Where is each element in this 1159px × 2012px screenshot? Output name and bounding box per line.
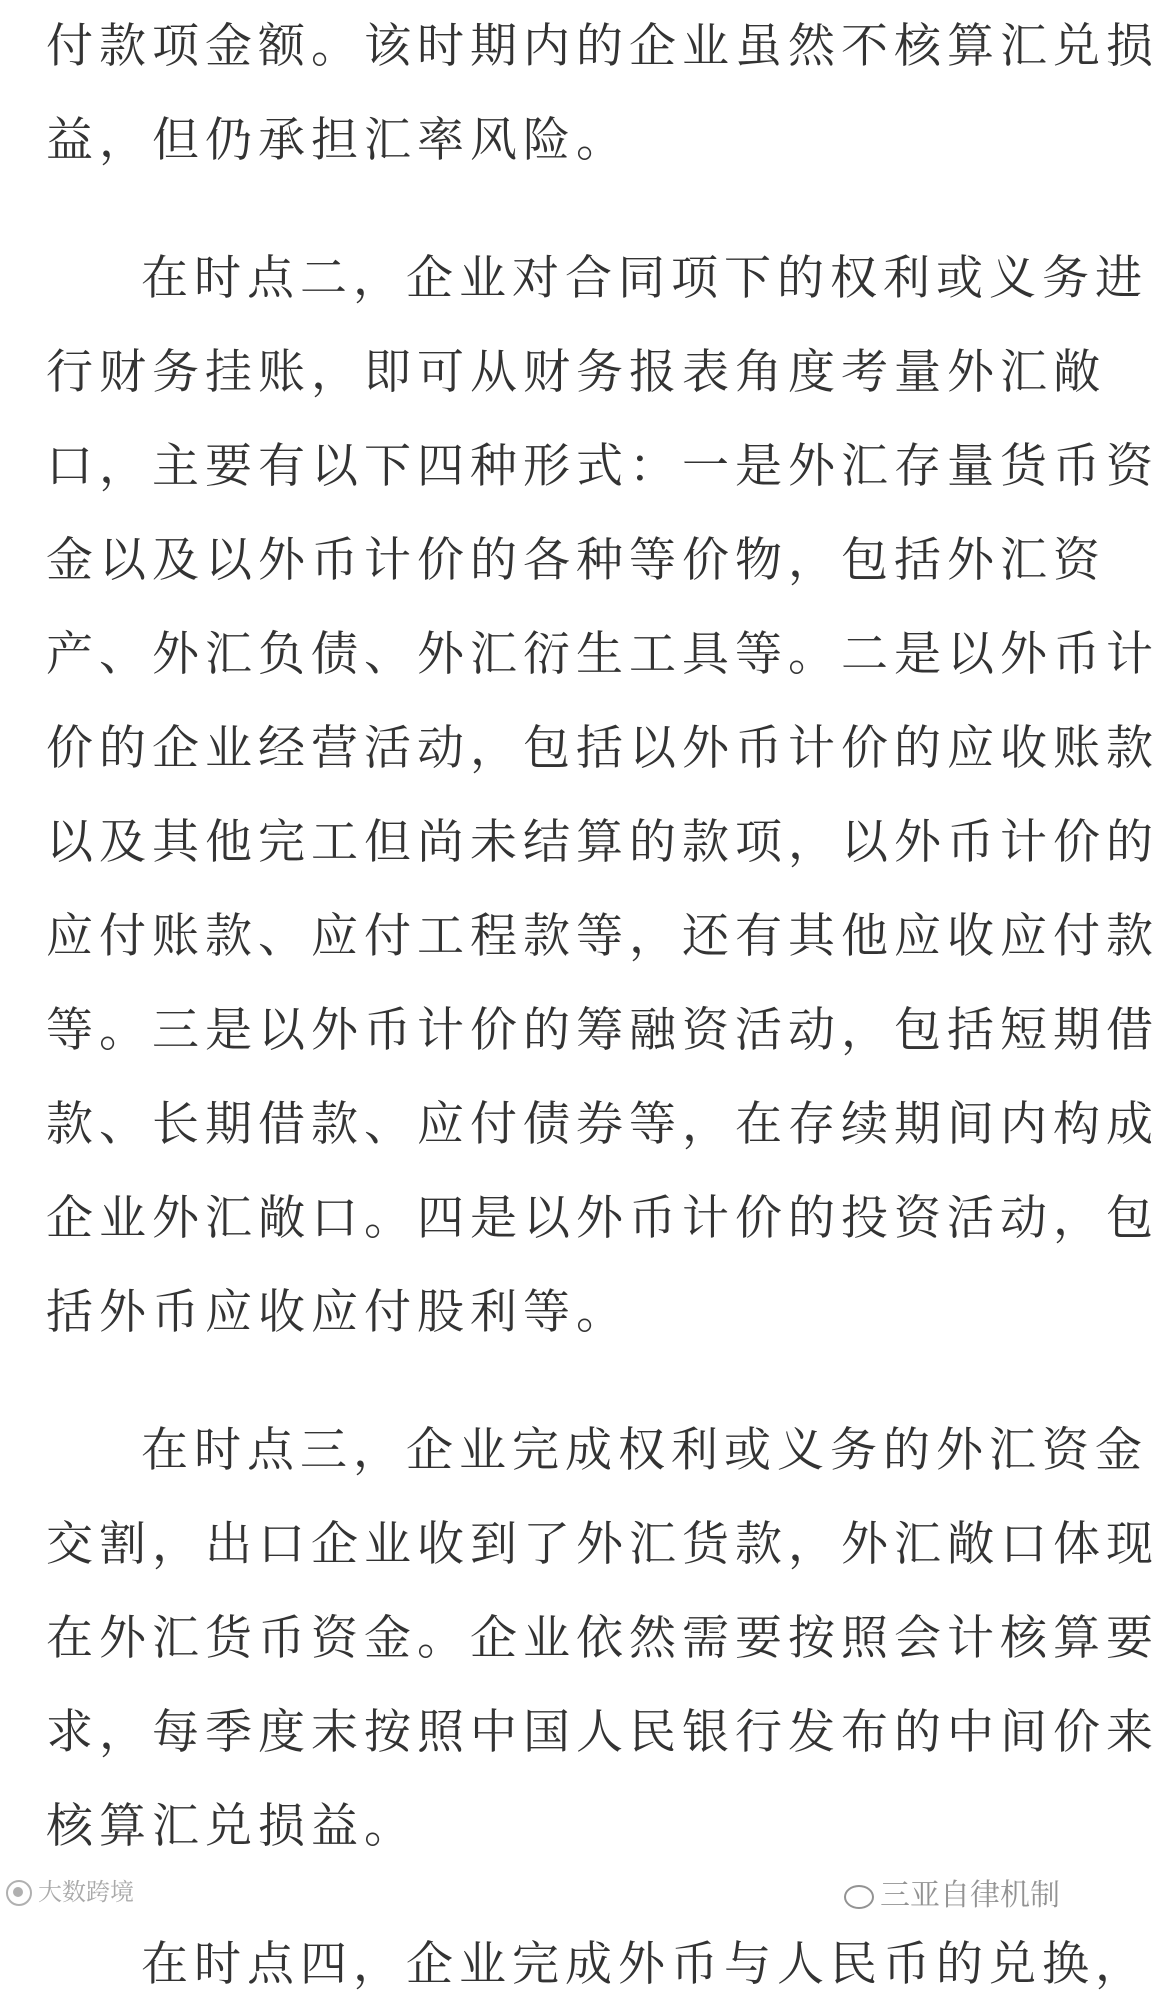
text-line: 企业外汇敞口。四是以外币计价的投资活动，包 xyxy=(46,1191,1159,1246)
text-line: 以及其他完工但尚未结算的款项，以外币计价的 xyxy=(46,815,1159,870)
text-line: 价的企业经营活动，包括以外币计价的应收账款 xyxy=(46,721,1159,776)
paragraph-1 xyxy=(46,0,1159,188)
text-line: 应付账款、应付工程款等，还有其他应收应付款 xyxy=(46,909,1159,964)
text-line: 求，每季度末按照中国人民银行发布的中间价来 xyxy=(46,1705,1159,1760)
text-line: 在时点四，企业完成外币与人民币的兑换， xyxy=(141,1937,1148,1992)
watermark-right xyxy=(844,1870,1060,1914)
text-line: 口，主要有以下四种形式：一是外汇存量货币资 xyxy=(46,439,1159,494)
watermark-logo-icon xyxy=(6,1880,32,1906)
text-line: 益，但仍承担汇率风险。 xyxy=(46,113,629,168)
text-line: 行财务挂账，即可从财务报表角度考量外汇敞 xyxy=(46,345,1106,400)
text-line: 在外汇货币资金。企业依然需要按照会计核算要 xyxy=(46,1611,1159,1666)
text-line: 括外币应收应付股利等。 xyxy=(46,1285,629,1340)
article-body xyxy=(46,0,1159,2012)
text-line: 产、外汇负债、外汇衍生工具等。二是以外币计 xyxy=(46,627,1159,682)
watermark-right-text: 三亚自律机制 xyxy=(880,1878,1060,1913)
text-line: 交割，出口企业收到了外汇货款，外汇敞口体现 xyxy=(46,1517,1159,1572)
text-line: 在时点三，企业完成权利或义务的外汇资金 xyxy=(141,1423,1148,1478)
text-line: 核算汇兑损益。 xyxy=(46,1799,417,1854)
text-line: 等。三是以外币计价的筹融资活动，包括短期借 xyxy=(46,1003,1159,1058)
text-line: 款、长期借款、应付债券等，在存续期间内构成 xyxy=(46,1097,1159,1152)
watermark-left-text: 大数跨境 xyxy=(38,1878,134,1906)
paragraph-4 xyxy=(46,1918,1148,2012)
text-line: 在时点二，企业对合同项下的权利或义务进 xyxy=(141,251,1148,306)
watermark-left xyxy=(6,1872,134,1907)
wechat-icon xyxy=(844,1885,874,1909)
paragraph-3 xyxy=(46,1404,1159,1874)
text-line: 付款项金额。该时期内的企业虽然不核算汇兑损 xyxy=(46,19,1159,74)
paragraph-2 xyxy=(46,232,1159,1360)
text-line: 金以及以外币计价的各种等价物，包括外汇资 xyxy=(46,533,1106,588)
